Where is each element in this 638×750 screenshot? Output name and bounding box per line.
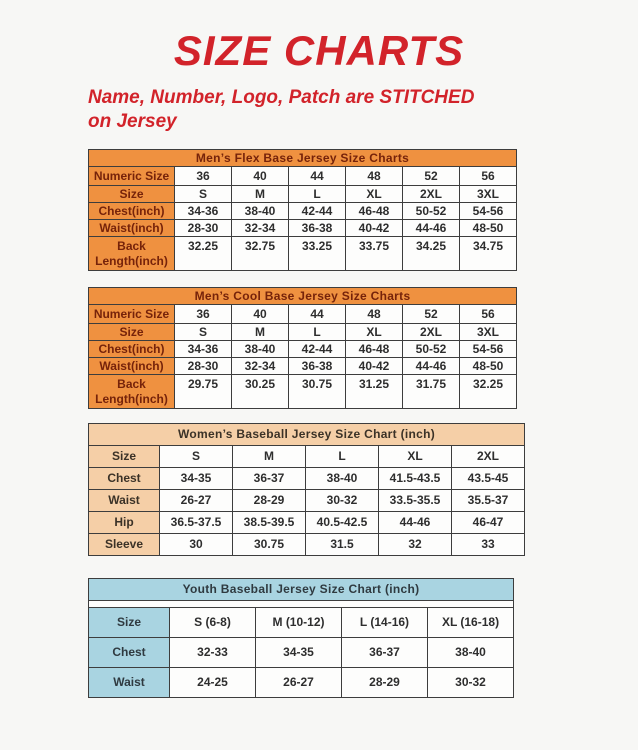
table-cell: S (160, 445, 233, 467)
table-cell: M (10-12) (256, 607, 342, 637)
table-cell: 48 (346, 304, 403, 323)
size-table (88, 287, 517, 409)
table-cell: 35.5-37 (452, 489, 525, 511)
table-row (89, 236, 517, 270)
row-label: Chest (89, 467, 160, 489)
size-table (88, 423, 525, 556)
table-row (89, 185, 517, 202)
table-row (89, 374, 517, 408)
page-subtitle (88, 86, 638, 135)
table-cell: 52 (403, 166, 460, 185)
table-cell: 38-40 (306, 467, 379, 489)
table-cell: 38-40 (232, 202, 289, 219)
row-label: Hip (89, 511, 160, 533)
table-cell: 2XL (403, 185, 460, 202)
table-cell: 30.75 (289, 374, 346, 408)
table-womens-baseball (88, 423, 638, 556)
size-table (88, 578, 514, 698)
table-cell: 40 (232, 304, 289, 323)
table-cell: 40-42 (346, 357, 403, 374)
table-cell: 54-56 (460, 340, 517, 357)
table-cell: S (175, 323, 232, 340)
table-cell: 30 (160, 533, 233, 555)
table-cell: 34-36 (175, 202, 232, 219)
spacer-row (89, 600, 514, 607)
table-title: Youth Baseball Jersey Size Chart (inch) (89, 578, 514, 600)
table-row (89, 340, 517, 357)
table-cell: 34-36 (175, 340, 232, 357)
table-title: Men’s Flex Base Jersey Size Charts (89, 149, 517, 166)
table-cell: 50-52 (403, 202, 460, 219)
table-cell: 38-40 (232, 340, 289, 357)
table-cell: 44-46 (403, 219, 460, 236)
table-row (89, 533, 525, 555)
subtitle-line-2: on Jersey (88, 111, 177, 133)
table-cell: 2XL (452, 445, 525, 467)
table-cell: S (175, 185, 232, 202)
table-cell: 28-29 (342, 667, 428, 697)
row-label: Waist (89, 667, 170, 697)
table-mens-flex-base (88, 149, 638, 271)
table-cell: 46-47 (452, 511, 525, 533)
table-row (89, 166, 517, 185)
table-cell: 34-35 (256, 637, 342, 667)
table-cell: 28-29 (233, 489, 306, 511)
table-row (89, 667, 514, 697)
row-label: Numeric Size (89, 304, 175, 323)
table-cell: M (232, 185, 289, 202)
table-cell: 48 (346, 166, 403, 185)
table-cell: 40-42 (346, 219, 403, 236)
table-cell: 28-30 (175, 219, 232, 236)
table-cell: 54-56 (460, 202, 517, 219)
table-cell: 42-44 (289, 340, 346, 357)
table-cell: M (232, 323, 289, 340)
table-cell: 56 (460, 166, 517, 185)
table-cell: 26-27 (160, 489, 233, 511)
table-cell: 28-30 (175, 357, 232, 374)
table-cell: L (289, 185, 346, 202)
row-label: Chest(inch) (89, 340, 175, 357)
table-cell: 43.5-45 (452, 467, 525, 489)
table-title-row (89, 423, 525, 445)
table-row (89, 511, 525, 533)
row-label: Numeric Size (89, 166, 175, 185)
table-cell: 46-48 (346, 202, 403, 219)
table-title-row (89, 149, 517, 166)
table-cell: 32-34 (232, 357, 289, 374)
table-cell: 50-52 (403, 340, 460, 357)
table-cell: XL (379, 445, 452, 467)
size-table (88, 149, 517, 271)
table-cell: 32.75 (232, 236, 289, 270)
table-cell: 31.75 (403, 374, 460, 408)
table-cell: 32 (379, 533, 452, 555)
table-cell: 2XL (403, 323, 460, 340)
table-title-row (89, 287, 517, 304)
table-cell: 48-50 (460, 357, 517, 374)
table-mens-cool-base (88, 287, 638, 409)
table-cell: 32.25 (175, 236, 232, 270)
table-cell: 36-38 (289, 357, 346, 374)
table-cell: 36 (175, 166, 232, 185)
table-youth-baseball (88, 578, 638, 698)
table-cell: 36-37 (233, 467, 306, 489)
subtitle-line-1: Name, Number, Logo, Patch are STITCHED (88, 87, 475, 108)
table-row (89, 357, 517, 374)
page-title: SIZE CHARTS (173, 27, 465, 74)
table-cell: 31.25 (346, 374, 403, 408)
row-label: Waist(inch) (89, 357, 175, 374)
table-row (89, 637, 514, 667)
row-label: Back Length(inch) (89, 236, 175, 270)
row-label: Chest(inch) (89, 202, 175, 219)
table-cell: 32.25 (460, 374, 517, 408)
table-cell: 3XL (460, 185, 517, 202)
row-label: Size (89, 323, 175, 340)
table-cell: L (14-16) (342, 607, 428, 637)
table-cell: 44-46 (379, 511, 452, 533)
table-cell: 44 (289, 304, 346, 323)
table-cell: 44-46 (403, 357, 460, 374)
table-row (89, 489, 525, 511)
table-cell: 33 (452, 533, 525, 555)
table-cell: 36-38 (289, 219, 346, 236)
row-label: Waist (89, 489, 160, 511)
table-cell: L (306, 445, 379, 467)
table-cell: 33.75 (346, 236, 403, 270)
table-row (89, 323, 517, 340)
table-cell: L (289, 323, 346, 340)
table-cell: S (6-8) (170, 607, 256, 637)
table-row (89, 219, 517, 236)
table-cell: M (233, 445, 306, 467)
table-cell: 33.25 (289, 236, 346, 270)
table-title-row (89, 578, 514, 600)
table-title: Men’s Cool Base Jersey Size Charts (89, 287, 517, 304)
table-cell: 56 (460, 304, 517, 323)
table-row (89, 445, 525, 467)
table-cell: 32-34 (232, 219, 289, 236)
table-row (89, 202, 517, 219)
table-cell: 34-35 (160, 467, 233, 489)
table-cell: 52 (403, 304, 460, 323)
table-cell: XL (346, 323, 403, 340)
table-cell: XL (346, 185, 403, 202)
spacer-cell (89, 600, 514, 607)
table-cell: 46-48 (346, 340, 403, 357)
table-cell: 38.5-39.5 (233, 511, 306, 533)
table-cell: 40 (232, 166, 289, 185)
row-label: Size (89, 607, 170, 637)
table-cell: 3XL (460, 323, 517, 340)
table-cell: 41.5-43.5 (379, 467, 452, 489)
table-row (89, 304, 517, 323)
table-cell: 36-37 (342, 637, 428, 667)
table-cell: 26-27 (256, 667, 342, 697)
table-cell: 44 (289, 166, 346, 185)
table-cell: 34.25 (403, 236, 460, 270)
table-cell: 24-25 (170, 667, 256, 697)
table-cell: 36.5-37.5 (160, 511, 233, 533)
table-title: Women’s Baseball Jersey Size Chart (inch) (89, 423, 525, 445)
table-row (89, 607, 514, 637)
table-cell: 30.75 (233, 533, 306, 555)
table-row (89, 467, 525, 489)
table-cell: 33.5-35.5 (379, 489, 452, 511)
row-label: Back Length(inch) (89, 374, 175, 408)
row-label: Sleeve (89, 533, 160, 555)
table-cell: XL (16-18) (428, 607, 514, 637)
table-cell: 36 (175, 304, 232, 323)
table-cell: 30-32 (306, 489, 379, 511)
row-label: Chest (89, 637, 170, 667)
table-cell: 42-44 (289, 202, 346, 219)
table-cell: 40.5-42.5 (306, 511, 379, 533)
row-label: Waist(inch) (89, 219, 175, 236)
table-cell: 29.75 (175, 374, 232, 408)
table-cell: 31.5 (306, 533, 379, 555)
table-cell: 32-33 (170, 637, 256, 667)
table-cell: 30-32 (428, 667, 514, 697)
row-label: Size (89, 445, 160, 467)
row-label: Size (89, 185, 175, 202)
table-cell: 38-40 (428, 637, 514, 667)
table-cell: 34.75 (460, 236, 517, 270)
table-cell: 48-50 (460, 219, 517, 236)
table-cell: 30.25 (232, 374, 289, 408)
